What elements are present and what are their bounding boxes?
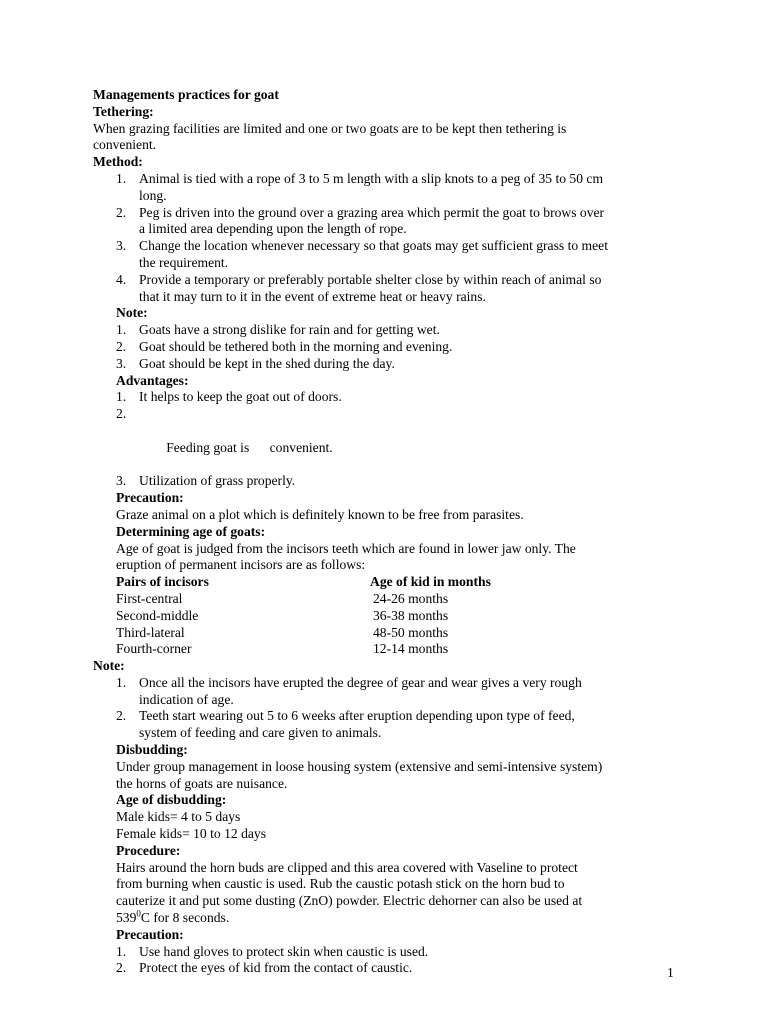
table-cell: First-central [116,590,183,606]
list-number: 3. [116,473,127,489]
list-item [93,205,683,239]
list-item [93,171,683,205]
disbudding-intro-line: Under group management in loose housing system (extensive and semi-intensive system) [116,758,603,774]
list-number: 2. [116,204,127,220]
advantages-heading: Advantages: [116,372,189,388]
table-cell: 48-50 months [373,624,449,640]
disbudding-precaution-list [93,944,683,978]
table-cell: Second-middle [116,607,199,623]
procedure-line: Hairs around the horn buds are clipped and this area covered with Vaseline to protect [116,859,578,875]
list-number: 1. [116,322,127,338]
list-number: 2. [116,406,127,422]
list-item-text: Feeding goat is convenient. [166,439,333,455]
list-item-text: Animal is tied with a rope of 3 to 5 m length with a slip knots to a peg of 35 to 50 cm [139,170,604,186]
list-item-text: that it may turn to it in the event of extreme heat or heavy rains. [139,288,486,304]
list-item-text: It helps to keep the goat out of doors. [139,389,342,405]
list-item-text: Change the location whenever necessary so that goats may get sufficient grass to meet [139,238,608,254]
list-item-text: Provide a temporary or preferably portable shelter close by within reach of animal so [139,271,602,287]
list-item [93,356,683,373]
age-note-heading: Note: [93,658,125,674]
list-number: 1. [116,674,127,690]
list-number: 3. [116,355,127,371]
table-header-cell: Pairs of incisors [116,574,209,590]
page-number: 1 [667,965,674,980]
list-item [93,339,683,356]
list-number: 3. [116,238,127,254]
list-item [93,675,683,709]
list-number: 2. [116,338,127,354]
disbudding-intro-line: the horns of goats are nuisance. [116,775,288,791]
table-cell: 36-38 months [373,607,449,623]
age-intro-line: eruption of permanent incisors are as follows: [116,557,366,573]
list-number: 2. [116,960,127,976]
advantages-list [93,389,683,490]
tethering-heading: Tethering: [93,103,154,119]
procedure-heading: Procedure: [116,842,181,858]
age-note-list [93,675,683,742]
table-cell: Third-lateral [116,624,185,640]
disbudding-precaution-heading: Precaution: [116,926,184,942]
table-header-row [116,574,491,591]
temperature-value: 539 [116,910,137,926]
list-number: 1. [116,943,127,959]
disbudding-age-heading: Age of disbudding: [116,792,227,808]
list-item-text: Goat should be kept in the shed during the day. [139,355,395,371]
list-item-text: Goat should be tethered both in the morning and evening. [139,338,453,354]
tethering-intro-line: convenient. [93,137,157,153]
list-item-text: long. [139,187,167,203]
list-item-text: system of feeding and care given to animals. [139,725,382,741]
table-row [116,591,491,608]
list-item [93,708,683,742]
list-item [93,960,683,977]
note-list [93,322,683,372]
list-item-text: Goats have a strong dislike for rain and for getting wet. [139,322,440,338]
list-item-text: Use hand gloves to protect skin when caustic is used. [139,943,429,959]
disbudding-heading: Disbudding: [116,742,188,758]
list-item [93,944,683,961]
list-item [93,322,683,339]
incisors-table [116,574,491,658]
procedure-temperature-line [93,910,683,927]
list-item [93,272,683,306]
precaution-heading: Precaution: [116,490,184,506]
table-cell: 24-26 months [373,590,449,606]
document-title: Managements practices for goat [93,87,279,102]
temperature-superscript: 0 [136,908,141,919]
table-row [116,641,491,658]
list-item-text: Protect the eyes of kid from the contact of caustic. [139,960,413,976]
list-number: 1. [116,389,127,405]
list-item-text: Peg is driven into the ground over a grazing area which permit the goat to brows over [139,204,605,220]
list-number: 4. [116,271,127,287]
table-cell: Fourth-corner [116,641,192,657]
male-kids-age: Male kids= 4 to 5 days [116,809,241,825]
method-heading: Method: [93,154,143,170]
list-item-text: Teeth start wearing out 5 to 6 weeks after eruption depending upon type of feed, [139,708,575,724]
list-item [93,389,683,406]
note-heading: Note: [116,305,148,321]
list-item-text: Utilization of grass properly. [139,473,296,489]
list-item [93,406,683,473]
list-number: 2. [116,708,127,724]
list-item-text: Once all the incisors have erupted the degree of gear and wear gives a very rough [139,674,582,690]
procedure-line: from burning when caustic is used. Rub the caustic potash stick on the horn bud to [116,876,565,892]
list-item [93,238,683,272]
list-item [93,473,683,490]
precaution-text: Graze animal on a plot which is definitely known to be free from parasites. [116,506,524,522]
female-kids-age: Female kids= 10 to 12 days [116,826,267,842]
table-row [116,608,491,625]
document-body [93,87,683,977]
table-row [116,625,491,642]
list-number: 1. [116,170,127,186]
table-cell: 12-14 months [373,641,449,657]
list-item-text: the requirement. [139,254,229,270]
age-heading: Determining age of goats: [116,523,266,539]
list-item-text: indication of age. [139,691,234,707]
procedure-line: cauterize it and put some dusting (ZnO) powder. Electric dehorner can also be used at [116,893,583,909]
age-intro-line: Age of goat is judged from the incisors teeth which are found in lower jaw only. The [116,540,576,556]
method-list [93,171,683,305]
table-header-cell: Age of kid in months [370,574,491,590]
tethering-intro-line: When grazing facilities are limited and one or two goats are to be kept then tethering is [93,120,567,136]
list-item-text: a limited area depending upon the length of rope. [139,221,407,237]
temperature-rest: C for 8 seconds. [140,910,230,926]
